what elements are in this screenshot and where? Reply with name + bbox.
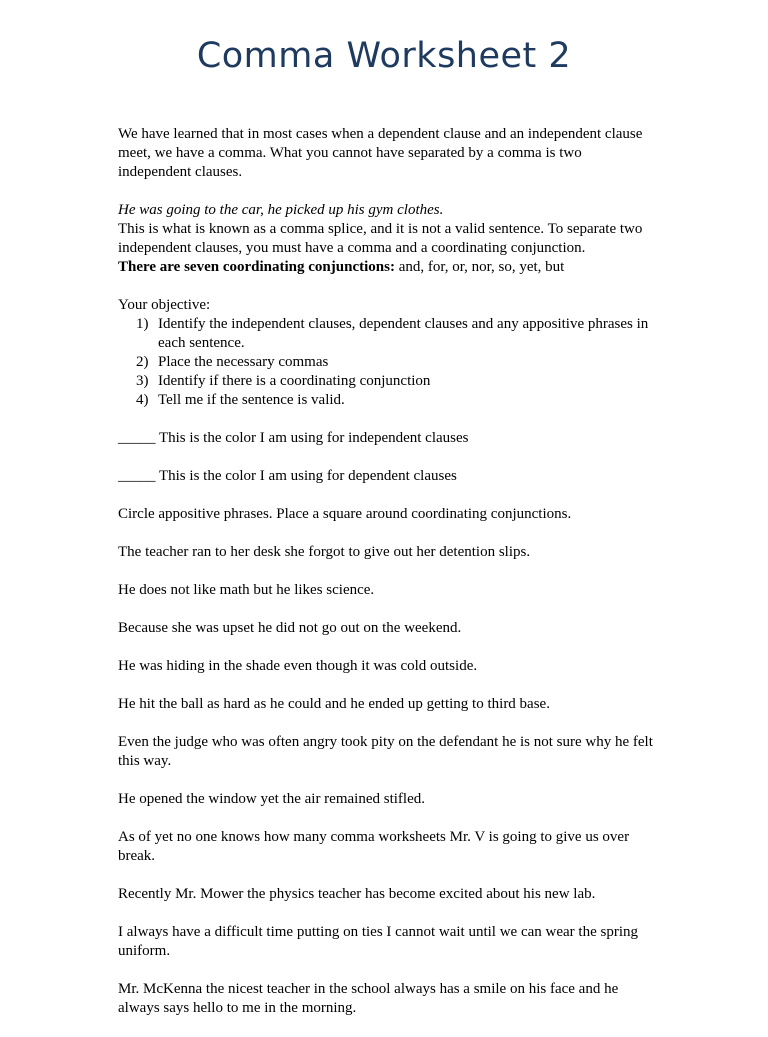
conjunctions-list: and, for, or, nor, so, yet, but — [394, 259, 565, 275]
objective-number: 3) — [136, 373, 149, 389]
objective-text: Identify the independent clauses, dependent clauses and any appositive phrases in each sentence. — [158, 316, 649, 351]
objective-item — [118, 353, 658, 372]
color-dependent-line: _____ This is the color I am using for dependent clauses — [118, 468, 457, 484]
objective-number: 2) — [136, 354, 149, 370]
circle-instruction: Circle appositive phrases. Place a square around coordinating conjunctions. — [118, 506, 572, 522]
sentence-item: Even the judge who was often angry took pity on the defendant he is not sure why he felt this way. — [118, 734, 653, 769]
objective-text: Place the necessary commas — [158, 354, 329, 370]
splice-example: He was going to the car, he picked up his gym clothes. — [118, 202, 444, 218]
sentence-item: As of yet no one knows how many comma worksheets Mr. V is going to give us over break. — [118, 829, 630, 864]
objective-number: 4) — [136, 392, 149, 408]
sentence-item: Because she was upset he did not go out on the weekend. — [118, 620, 462, 636]
sentence-item: He opened the window yet the air remained stifled. — [118, 791, 425, 807]
sentence-item: Mr. McKenna the nicest teacher in the school always has a smile on his face and he always says hello to me in the morning. — [118, 981, 619, 1016]
objective-text: Tell me if the sentence is valid. — [158, 392, 345, 408]
intro-paragraph: We have learned that in most cases when a dependent clause and an independent clause meet, we have a comma. What you cannot have separated by a comma is two independent clauses. — [118, 126, 643, 180]
splice-explanation: This is what is known as a comma splice, and it is not a valid sentence. To separate two independent clauses, you must have a comma and a coordinating conjunction. — [118, 221, 643, 256]
objective-item — [118, 315, 658, 353]
objective-text: Identify if there is a coordinating conjunction — [158, 373, 431, 389]
objective-heading: Your objective: — [118, 297, 211, 313]
sentence-item: He hit the ball as hard as he could and he ended up getting to third base. — [118, 696, 550, 712]
objective-section — [118, 296, 658, 410]
sentence-item: I always have a difficult time putting on ties I cannot wait until we can wear the spring uniform. — [118, 924, 638, 959]
color-independent-line: _____ This is the color I am using for independent clauses — [118, 430, 469, 446]
sentence-item: He does not like math but he likes science. — [118, 582, 375, 598]
objectives-list — [118, 315, 658, 410]
worksheet-body — [118, 125, 658, 1037]
sentence-item: Recently Mr. Mower the physics teacher has become excited about his new lab. — [118, 886, 596, 902]
sentence-item: He was hiding in the shade even though it was cold outside. — [118, 658, 478, 674]
objective-item — [118, 372, 658, 391]
sentence-item: The teacher ran to her desk she forgot to give out her detention slips. — [118, 544, 531, 560]
page-title: Comma Worksheet 2 — [196, 36, 572, 76]
conjunctions-label: There are seven coordinating conjunctions: — [118, 259, 395, 275]
conjunctions-line — [118, 258, 658, 277]
comma-splice-section — [118, 201, 658, 277]
objective-item — [118, 391, 658, 410]
objective-number: 1) — [136, 316, 149, 332]
